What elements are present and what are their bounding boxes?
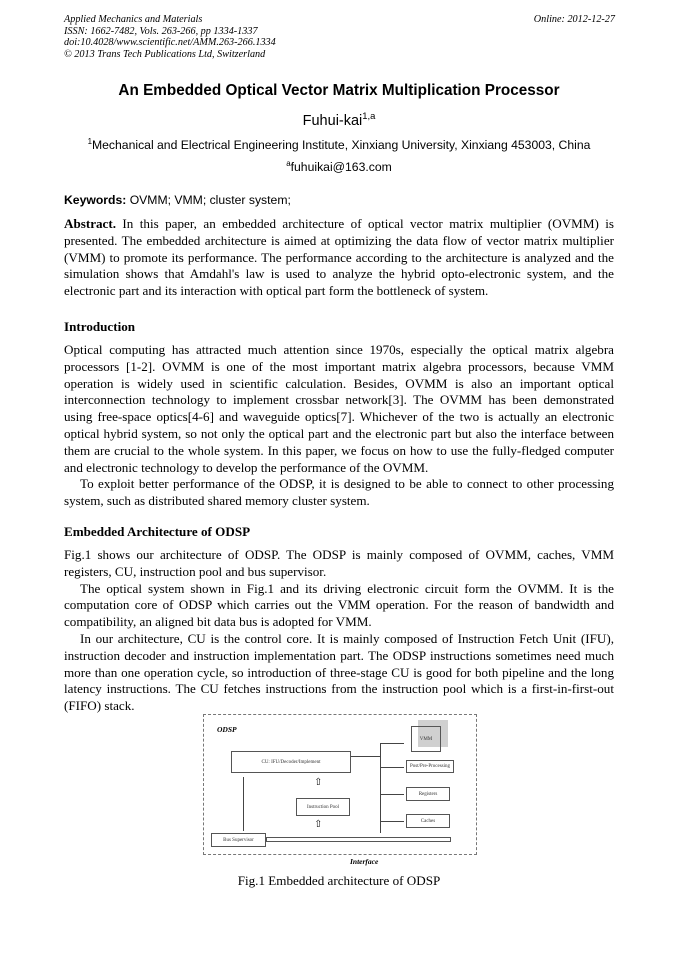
issn-line: ISSN: 1662-7482, Vols. 263-266, pp 1334-1337: [64, 25, 258, 37]
journal-name: Applied Mechanics and Materials: [64, 14, 203, 25]
instruction-pool-box: Instruction Pool: [296, 798, 350, 816]
journal-header: [64, 14, 276, 60]
cu-box: CU: IFU/Decoder/Implement: [231, 751, 351, 773]
branch-arrow: [380, 794, 404, 795]
section-heading-introduction: Introduction: [64, 319, 136, 334]
affiliation-sup: 1: [87, 136, 92, 146]
email-sup: a: [286, 158, 291, 168]
keywords: [64, 193, 291, 207]
figure-caption: Fig.1 Embedded architecture of ODSP: [237, 873, 441, 888]
abstract-label: Abstract.: [64, 216, 116, 231]
paragraph: To exploit better performance of the ODSP, it is designed to be able to connect to other processing system, such as distributed shared memory cluster system.: [64, 476, 614, 509]
paragraph: In our architecture, CU is the control core. It is mainly composed of Instruction Fetch Unit (IFU), instruction decoder and instruction implementation part. The ODSP instructions sometimes need much more than one operation cycle, so introduction of three-stage CU is good for both pipeline and the long latency instructions. The CU fetches instructions from the instruction pool which is a first-in-first-out (FIFO) stack.: [64, 630, 614, 714]
author: [0, 110, 678, 129]
post-pre-processing-box: Post/Pre-Processing: [406, 760, 454, 773]
abstract-text: In this paper, an embedded architecture of optical vector matrix multiplier (OVMM) is presented. The embedded architecture is aimed at optimizing the data flow of vector matrix multiplier (VMM) to promote its performance. The performance according to the architecture is analyzed and the simulation shows that Amdahl's law is used to analyze the hybrid opto-electronic system, and the electronic part and its interaction with optical part form the bottleneck of system.: [64, 216, 614, 299]
bus-line: [266, 837, 451, 842]
keywords-text: OVMM; VMM; cluster system;: [126, 193, 291, 207]
branch-arrow: [380, 743, 404, 744]
up-arrow-icon: ⇧: [314, 777, 323, 788]
abstract: [64, 216, 614, 300]
online-date: Online: 2012-12-27: [533, 14, 615, 25]
paragraph: Fig.1 shows our architecture of ODSP. The ODSP is mainly composed of OVMM, caches, VMM registers, CU, instruction pool and bus supervisor.: [64, 547, 614, 579]
branch-arrow: [380, 767, 404, 768]
paper-title: An Embedded Optical Vector Matrix Multiplication Processor: [118, 82, 560, 99]
architecture-body: [64, 547, 614, 715]
doi-line: doi:10.4028/www.scientific.net/AMM.263-266.1334: [64, 37, 276, 49]
figure-odsp-architecture: [203, 714, 477, 866]
branch-line: [380, 743, 381, 833]
author-sup: 1,a: [362, 110, 376, 122]
registers-box: Registers: [406, 787, 450, 801]
figure-frame-label: ODSP: [217, 725, 237, 734]
caches-box: Caches: [406, 814, 450, 828]
email-text: fuhuikai@163.com: [290, 160, 392, 174]
introduction-body: [64, 342, 614, 510]
author-name: Fuhui-kai: [302, 113, 363, 129]
interface-label: Interface: [350, 857, 379, 866]
branch-arrow: [380, 821, 404, 822]
left-arrow-icon: [351, 756, 380, 757]
affiliation: [0, 138, 678, 152]
vmm-box: VMM: [411, 726, 441, 752]
bus-supervisor-box: Bus Supervisor: [211, 833, 266, 847]
email: [0, 160, 678, 174]
paragraph: The optical system shown in Fig.1 and its driving electronic circuit form the OVMM. It is the computation core of ODSP which carries out the VMM operation. For the reason of bandwidth and compatibility, an aligned bit data bus is adopted for VMM.: [64, 580, 614, 630]
affiliation-text: Mechanical and Electrical Engineering Institute, Xinxiang University, Xinxiang 453003, China: [92, 138, 591, 152]
paragraph: Optical computing has attracted much attention since 1970s, especially the optical matrix algebra processors [1-2]. OVMM is one of the most important matrix algebra processors, because VMM operation is widely used in scientific calculation. Besides, OVMM is also an important optical interconnection technology to implement crossbar network[3]. The OVMM has been demonstrated using free-space optics[4-6] and waveguide optics[7]. Whichever of the two is actually an electronic optical hybrid system, so not only the optical part and the electronic part but also the interface between them are crucial to the whole system. In this paper, we focus on how to use the fully-fledged computer and electronic technology to develop the performance of the OVMM.: [64, 342, 614, 475]
keywords-label: Keywords:: [64, 193, 127, 207]
vertical-line: [243, 777, 244, 831]
up-arrow-icon: ⇧: [314, 819, 323, 830]
copyright-line: © 2013 Trans Tech Publications Ltd, Switzerland: [64, 48, 266, 60]
section-heading-architecture: Embedded Architecture of ODSP: [64, 524, 251, 539]
